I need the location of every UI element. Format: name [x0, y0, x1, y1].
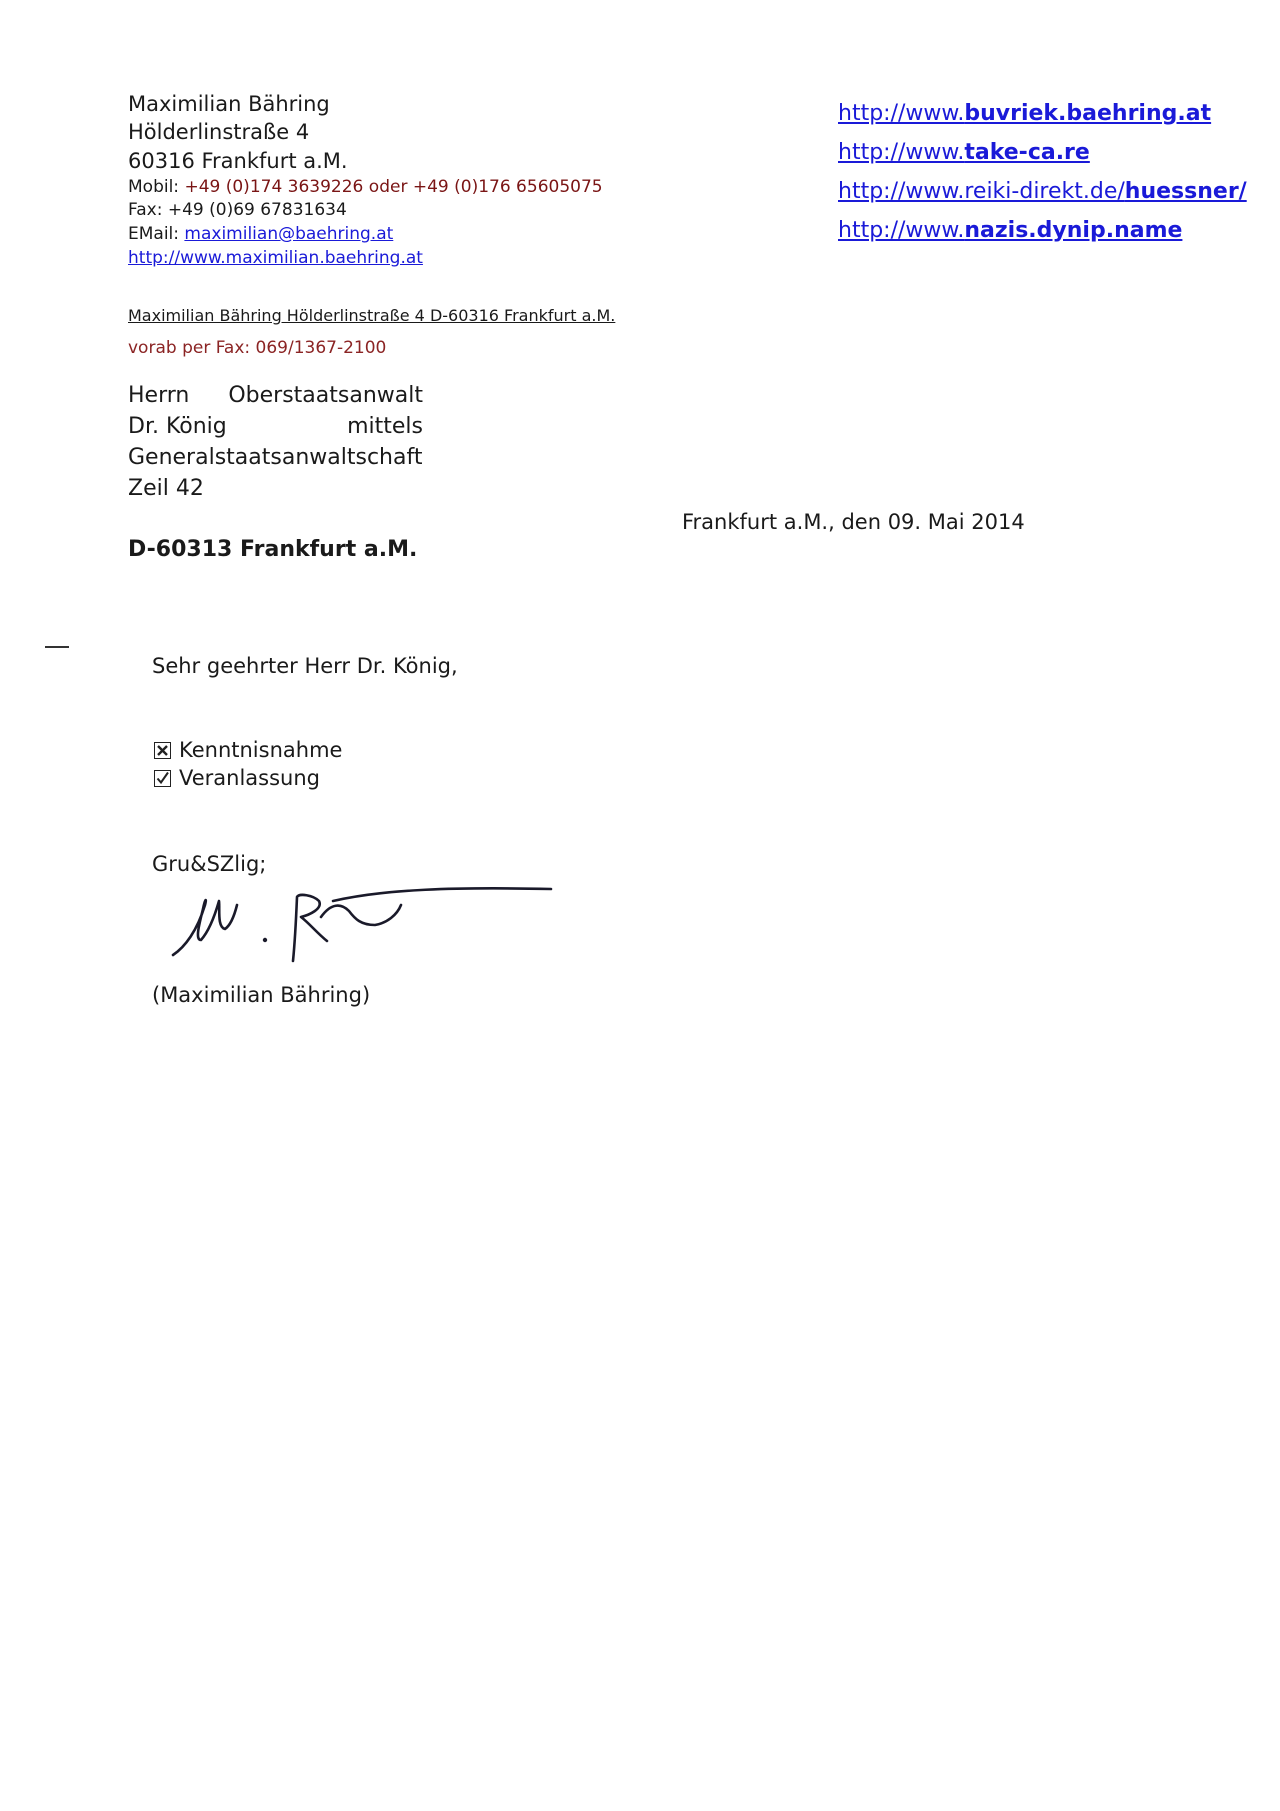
recipient-via: mittels: [347, 414, 423, 439]
x-checkbox-icon: [154, 742, 171, 759]
signature-image: [165, 885, 565, 975]
checkbox-label-veranlassung: Veranlassung: [179, 766, 321, 790]
recipient-city: D-60313 Frankfurt a.M.: [128, 537, 418, 562]
fax-label: Fax:: [128, 200, 163, 220]
return-address: Maximilian Bähring Hölderlinstraße 4 D-60316 Frankfurt a.M.: [128, 306, 616, 325]
sender-fax: [128, 198, 347, 222]
fax-note: vorab per Fax: 069/1367-2100: [128, 338, 387, 358]
sender-email: [128, 222, 393, 246]
recipient-office: Generalstaatsanwaltschaft: [128, 445, 423, 470]
mobile-label: Mobil:: [128, 177, 180, 197]
recipient-title: Herrn: [128, 383, 190, 408]
recipient-block: [128, 380, 423, 520]
checkbox-row-kenntnisnahme: [154, 738, 342, 762]
closing: Gru&SZlig;: [152, 852, 267, 876]
salutation: Sehr geehrter Herr Dr. König,: [152, 654, 458, 678]
mobile-oder: oder: [368, 177, 408, 197]
recipient-position: Oberstaatsanwalt: [228, 383, 423, 408]
mobile-number-1: +49 (0)174 3639226: [184, 177, 364, 197]
link-take-care[interactable]: http://www.take-ca.re: [838, 140, 1090, 165]
fax-number: +49 (0)69 67831634: [167, 200, 347, 220]
signature-name: (Maximilian Bähring): [152, 983, 371, 1007]
mobile-number-2: +49 (0)176 65605075: [412, 177, 603, 197]
web-link-3: [838, 178, 1247, 206]
fold-mark: [45, 646, 69, 648]
sender-mobile: [128, 175, 603, 199]
sender-street: Hölderlinstraße 4: [128, 120, 310, 144]
web-link-4: [838, 217, 1182, 245]
sender-name: Maximilian Bähring: [128, 92, 330, 116]
email-label: EMail:: [128, 224, 179, 244]
email-link[interactable]: maximilian@baehring.at: [184, 224, 394, 244]
link-reiki[interactable]: http://www.reiki-direkt.de/huessner/: [838, 179, 1247, 204]
sender-website-row: [128, 246, 423, 270]
recipient-name: Dr. König: [128, 414, 227, 439]
sender-city: 60316 Frankfurt a.M.: [128, 149, 348, 173]
web-link-1: [838, 100, 1211, 128]
letter-date: Frankfurt a.M., den 09. Mai 2014: [682, 510, 1025, 534]
recipient-street: Zeil 42: [128, 476, 204, 501]
web-link-2: [838, 139, 1090, 167]
check-checkbox-icon: [154, 770, 171, 787]
checkbox-row-veranlassung: [154, 766, 320, 790]
checkbox-label-kenntnisnahme: Kenntnisnahme: [179, 738, 343, 762]
website-link[interactable]: http://www.maximilian.baehring.at: [128, 248, 423, 268]
link-nazis[interactable]: http://www.nazis.dynip.name: [838, 218, 1183, 243]
link-buvriek[interactable]: http://www.buvriek.baehring.at: [838, 101, 1212, 126]
